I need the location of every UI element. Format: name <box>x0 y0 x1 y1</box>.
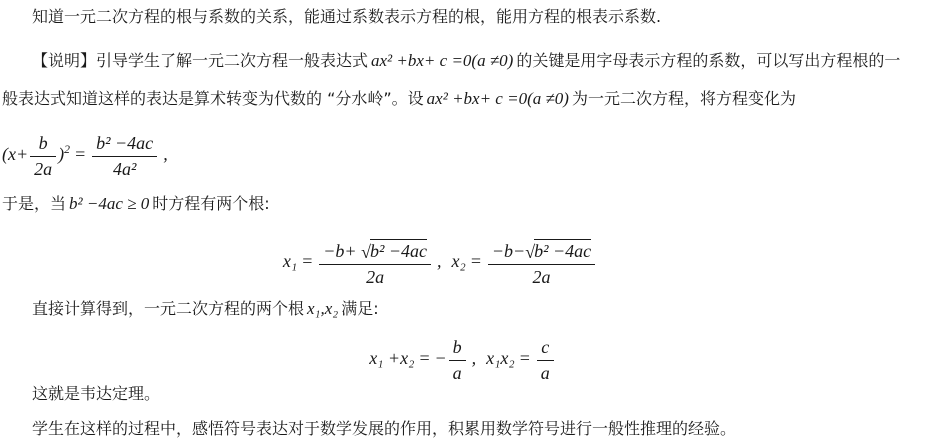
numerator: c <box>537 336 554 361</box>
x1-symbol: x₁ <box>282 250 298 271</box>
comma: , <box>437 250 442 271</box>
numerator: b <box>30 132 56 157</box>
fraction-c-over-a <box>537 336 554 383</box>
denominator: 2a <box>366 266 385 287</box>
product-of-roots: x₁x₂ <box>486 347 515 368</box>
explanation-text2-pre: 般表达式知道这样的表达是算术转变为代数的 “分水岭”。设 <box>2 89 424 108</box>
equation-vieta <box>0 336 925 383</box>
inline-discriminant: b² −4ac ≥ 0 <box>69 194 150 213</box>
line-discriminant-condition <box>2 193 270 215</box>
fraction-b-over-2a <box>30 132 56 179</box>
square-root <box>525 239 591 262</box>
equation-completed-square <box>2 132 178 179</box>
sum-of-roots: x₁ +x₂ <box>369 347 415 368</box>
comma: , <box>163 143 168 164</box>
equals-sign: = <box>418 347 431 368</box>
satisfy-pre: 直接计算得到，一元二次方程的两个根 <box>32 299 305 318</box>
para-explanation-line1 <box>32 50 900 72</box>
minus-b-minus: −b− <box>491 241 526 261</box>
line-objective-text: 知道一元二次方程的根与系数的关系，能通过系数表示方程的根，能用方程的根表示系数. <box>32 7 662 26</box>
fraction-b-over-a <box>449 336 466 383</box>
numerator: b <box>449 336 466 361</box>
exponent: 2 <box>64 142 70 156</box>
equals-sign: = <box>518 347 531 368</box>
equals-sign: = <box>73 143 87 164</box>
numerator <box>319 238 431 265</box>
equals-sign: = <box>301 250 314 271</box>
denominator: a <box>452 362 462 383</box>
fraction-discriminant-over-4a2 <box>92 132 157 179</box>
line-student-experience: 学生在这样的过程中，感悟符号表达对于数学发展的作用，积累用数学符号进行一般性推理的经验。 <box>32 419 737 438</box>
denominator: a <box>540 362 550 383</box>
radicand: b² −4ac <box>369 241 427 261</box>
square-root <box>361 239 427 262</box>
inline-equation-general-2: ax² +bx+ c =0(a ≠0) <box>426 89 569 108</box>
denominator: 4a² <box>112 158 137 179</box>
numerator <box>488 238 595 265</box>
minus-b-plus: −b+ <box>323 241 362 261</box>
fraction-root2 <box>488 238 595 287</box>
condition-pre: 于是，当 <box>2 194 67 213</box>
close-paren: ) <box>58 143 65 164</box>
denominator: 2a <box>532 266 551 287</box>
explanation-text2-tail: 为一元二次方程，将方程变化为 <box>571 89 796 108</box>
equals-sign: = <box>469 250 482 271</box>
minus-sign: − <box>434 347 447 368</box>
inline-roots-symbols: x₁,x₂ <box>307 299 339 318</box>
equation-roots <box>0 238 880 287</box>
numerator: b² −4ac <box>92 132 157 157</box>
comma: , <box>471 347 477 368</box>
para-explanation-line2 <box>2 88 796 110</box>
satisfy-tail: 满足: <box>341 299 379 318</box>
explanation-text-pre: 【说明】引导学生了解一元二次方程一般表达式 <box>32 51 369 70</box>
open-paren: (x+ <box>2 143 29 164</box>
condition-tail: 时方程有两个根: <box>152 194 270 213</box>
fraction-root1 <box>319 238 431 287</box>
line-vieta-conclusion: 这就是韦达定理。 <box>32 384 161 403</box>
inline-equation-general-1: ax² +bx+ c =0(a ≠0) <box>371 51 514 70</box>
radical-icon: √ <box>361 242 371 262</box>
radical-icon: √ <box>525 242 536 262</box>
radicand: b² −4ac <box>534 241 592 261</box>
x2-symbol: x₂ <box>451 250 466 271</box>
explanation-text-tail: 的关键是用字母表示方程的系数，可以写出方程根的一 <box>516 51 901 70</box>
denominator: 2a <box>34 158 53 179</box>
line-roots-satisfy <box>32 298 379 320</box>
